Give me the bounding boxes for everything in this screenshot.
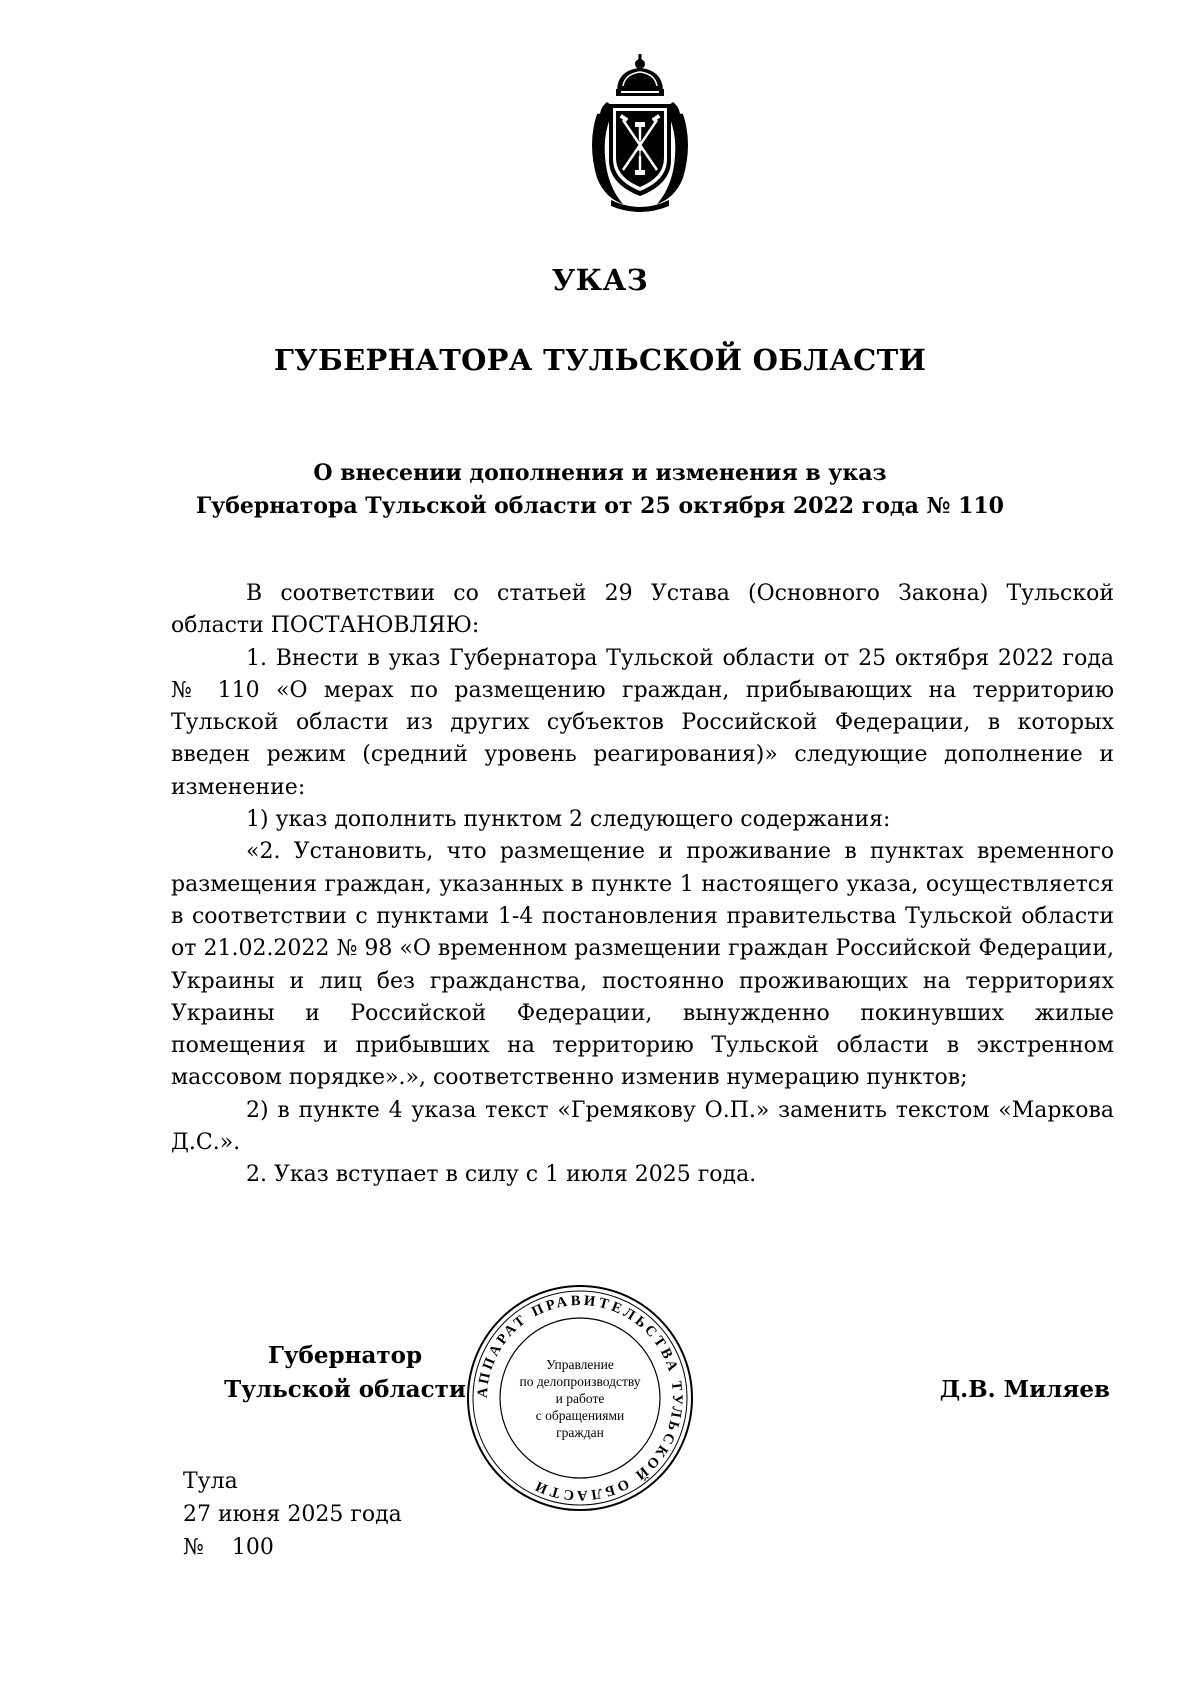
number-label: № <box>183 1535 204 1560</box>
decree-subject <box>0 457 1200 523</box>
seal-inner-text <box>503 1356 657 1441</box>
decree-body <box>171 578 1114 1192</box>
city: Тула <box>183 1469 238 1494</box>
body-paragraph: 1) указ дополнить пунктом 2 следующего содержания: <box>246 807 891 833</box>
tula-coat-of-arms-icon <box>583 52 697 214</box>
place-date-number <box>183 1465 483 1564</box>
decree-date: 27 июня 2025 года <box>183 1502 402 1527</box>
seal-inner-line: по делопроизводству <box>519 1374 641 1389</box>
issuer-title: ГУБЕРНАТОРА ТУЛЬСКОЙ ОБЛАСТИ <box>273 343 927 377</box>
position-line-1: Губернатор <box>267 1342 423 1369</box>
body-paragraph: В соответствии со статьей 29 Устава (Основного Закона) Тульской области ПОСТАНОВЛЯЮ: <box>171 581 1114 639</box>
subject-line-1: О внесении дополнения и изменения в указ <box>313 460 887 486</box>
document-type-title: УКАЗ <box>551 263 649 297</box>
position-line-2: Тульской области <box>224 1376 466 1403</box>
seal-inner-line: граждан <box>556 1425 604 1440</box>
body-paragraph: «2. Установить, что размещение и проживание в пунктах временного размещения граждан, указанных в пункте 1 настоящего указа, осуществляется в соответствии с пунктами 1-4 постановления правительства Тульской области от 21.02.2022 № 98 «О временном размещении граждан Российской Федерации, Украины и лиц без гражданства, постоянно проживающих на территориях Украины и Российской Федерации, вынужденно покинувших жилые помещения и прибывших на территорию Тульской области в экстренном массовом порядке».», соответственно изменив нумерацию пунктов; <box>171 839 1114 1091</box>
signatory-position <box>215 1339 475 1407</box>
seal-inner-line: и работе <box>555 1391 605 1406</box>
seal-ring-text: АППАРАТ ПРАВИТЕЛЬСТВА ТУЛЬСКОЙ ОБЛАСТИ <box>474 1292 686 1504</box>
signatory-name: Д.В. Миляев <box>939 1376 1110 1403</box>
body-paragraph: 1. Внести в указ Губернатора Тульской области от 25 октября 2022 года № 110 «О мерах по размещению граждан, прибывающих на территорию Тульской области из других субъектов Российской Федерации, в которых введен режим (средний уровень реагирования)» следующие дополнение и изменение: <box>171 645 1114 800</box>
seal-inner-line: Управление <box>546 1357 614 1372</box>
body-paragraph: 2. Указ вступает в силу с 1 июля 2025 года. <box>246 1162 757 1188</box>
seal-inner-line: с обращениями <box>535 1408 625 1423</box>
decree-number-line <box>183 1531 483 1564</box>
body-paragraph: 2) в пункте 4 указа текст «Гремякову О.П.» заменить текстом «Маркова Д.С.». <box>171 1097 1114 1156</box>
decree-number: 100 <box>231 1535 274 1560</box>
subject-line-2: Губернатора Тульской области от 25 октября 2022 года № 110 <box>195 493 1004 519</box>
